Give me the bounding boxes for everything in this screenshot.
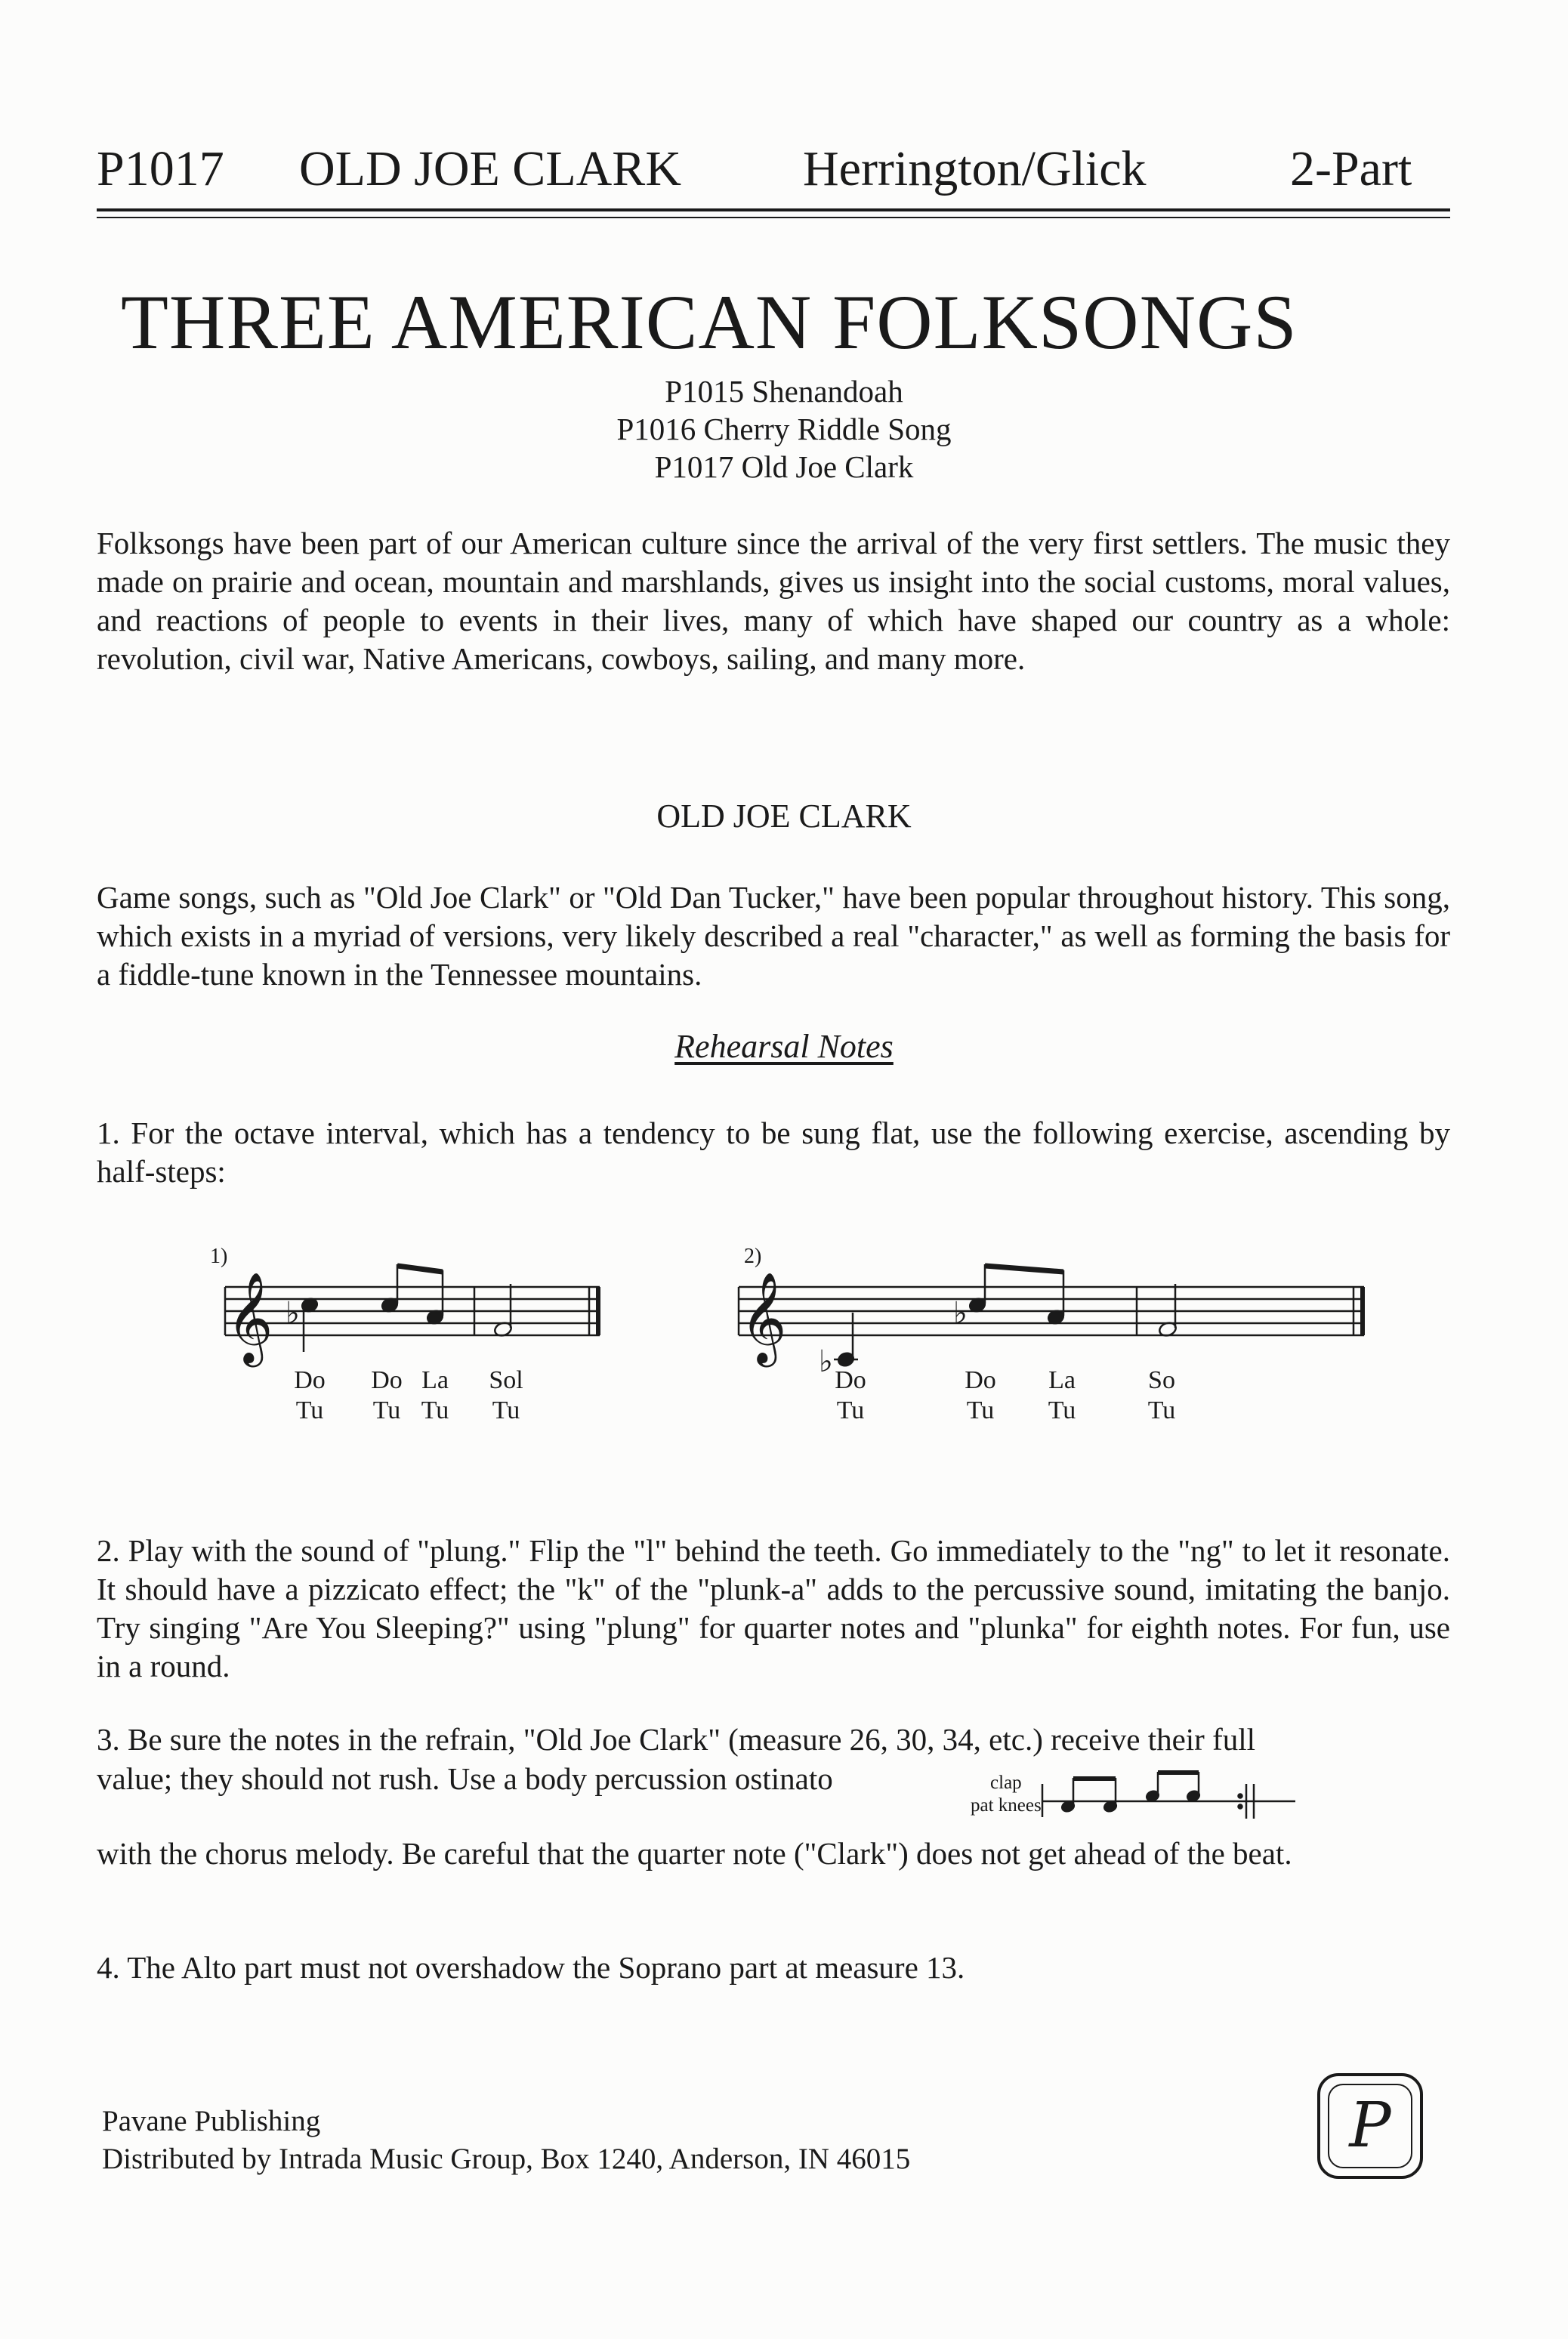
header-code: P1017 [97,141,224,196]
syllable: Do Tu [294,1366,326,1424]
flat-sign: ♭ [286,1296,300,1331]
note-beam [985,1266,1063,1272]
note-3-line-3: with the chorus melody. Be careful that the quarter note ("Clark") does not get ahead of the beat. [97,1836,1292,1871]
exercise-2-staff [739,1287,1364,1335]
note-1: 1. For the octave interval, which has a tendency to be sung flat, use the following exercise, ascending by half-steps: [97,1115,1450,1189]
syllable: Do Tu [965,1366,996,1424]
ostinato-labels [971,1772,1042,1817]
rehearsal-notes-heading: Rehearsal Notes [674,1028,894,1065]
syllable: Sol Tu [489,1366,523,1424]
syllable: La Tu [1048,1366,1076,1424]
description-paragraph: Game songs, such as "Old Joe Clark" or "Old Dan Tucker," have been popular throughout history. This song, which exists in a myriad of versions, very likely described a real "character," as well as forming the basis for a fiddle-tune known in the Tennessee mountains. [97,880,1450,992]
series-item: P1015 Shenandoah [665,374,903,409]
header-voicing: 2-Part [1290,141,1412,196]
syllable: Do Tu [835,1366,866,1424]
note-3-line-1: 3. Be sure the notes in the refrain, "Old Joe Clark" (measure 26, 30, 34, etc.) receive their full [97,1722,1256,1757]
ostinato-pat: pat knees [971,1795,1042,1816]
ostinato-rhythm [1035,1767,1299,1828]
note-beam [397,1266,443,1272]
note-2: 2. Play with the sound of "plung." Flip the "l" behind the teeth. Go immediately to the "ng" to let it resonate. It should have a pizzicato effect; the "k" of the "plunk-a" adds to the percussive sound, imitating the banjo. Try singing "Are You Sleeping?" using "plung" for quarter notes and "plunka" for eighth notes. For fun, use in a round. [97,1533,1450,1683]
series-item: P1017 Old Joe Clark [654,449,914,484]
exercise-1-staff [225,1287,600,1335]
flat-sign: ♭ [819,1344,833,1379]
syllable: So Tu [1147,1366,1176,1424]
exercise-staves [0,1224,1568,1443]
syllable: La Tu [421,1366,449,1424]
footer-distributor: Distributed by Intrada Music Group, Box 1240, Anderson, IN 46015 [102,2143,911,2175]
treble-clef-icon: 𝄞 [227,1271,273,1363]
syllable: Do Tu [371,1366,403,1424]
footer [102,2103,910,2178]
section-heading: OLD JOE CLARK [656,798,912,835]
page-title: THREE AMERICAN FOLKSONGS [121,279,1298,366]
header-rule-thin [97,217,1450,218]
flat-sign: ♭ [953,1296,968,1331]
header-arrangers: Herrington/Glick [803,141,1147,196]
exercise-2-label: 2) [744,1245,762,1268]
ostinato-clap: clap [990,1773,1022,1793]
exercise-1-label: 1) [210,1245,228,1268]
series-item: P1016 Cherry Riddle Song [616,412,952,446]
footer-publisher: Pavane Publishing [102,2105,321,2137]
note-3-line-2: value; they should not rush. Use a body percussion ostinato [97,1761,833,1796]
logo-letter: P [1328,2084,1412,2168]
intro-paragraph: Folksongs have been part of our American culture since the arrival of the very first settlers. The music they made on prairie and ocean, mountain and marshlands, gives us insight into the social customs, moral values, and reactions of people to events in their lives, many of which have shaped our country as a whole: revolution, civil war, Native Americans, cowboys, sailing, and many more. [97,526,1450,676]
treble-clef-icon: 𝄞 [740,1271,787,1363]
pavane-logo [1317,2073,1423,2179]
header-rule-thick [97,208,1450,211]
note-4: 4. The Alto part must not overshadow the Soprano part at measure 13. [97,1950,965,1985]
series-list [0,372,1568,486]
header-song: OLD JOE CLARK [299,141,681,196]
